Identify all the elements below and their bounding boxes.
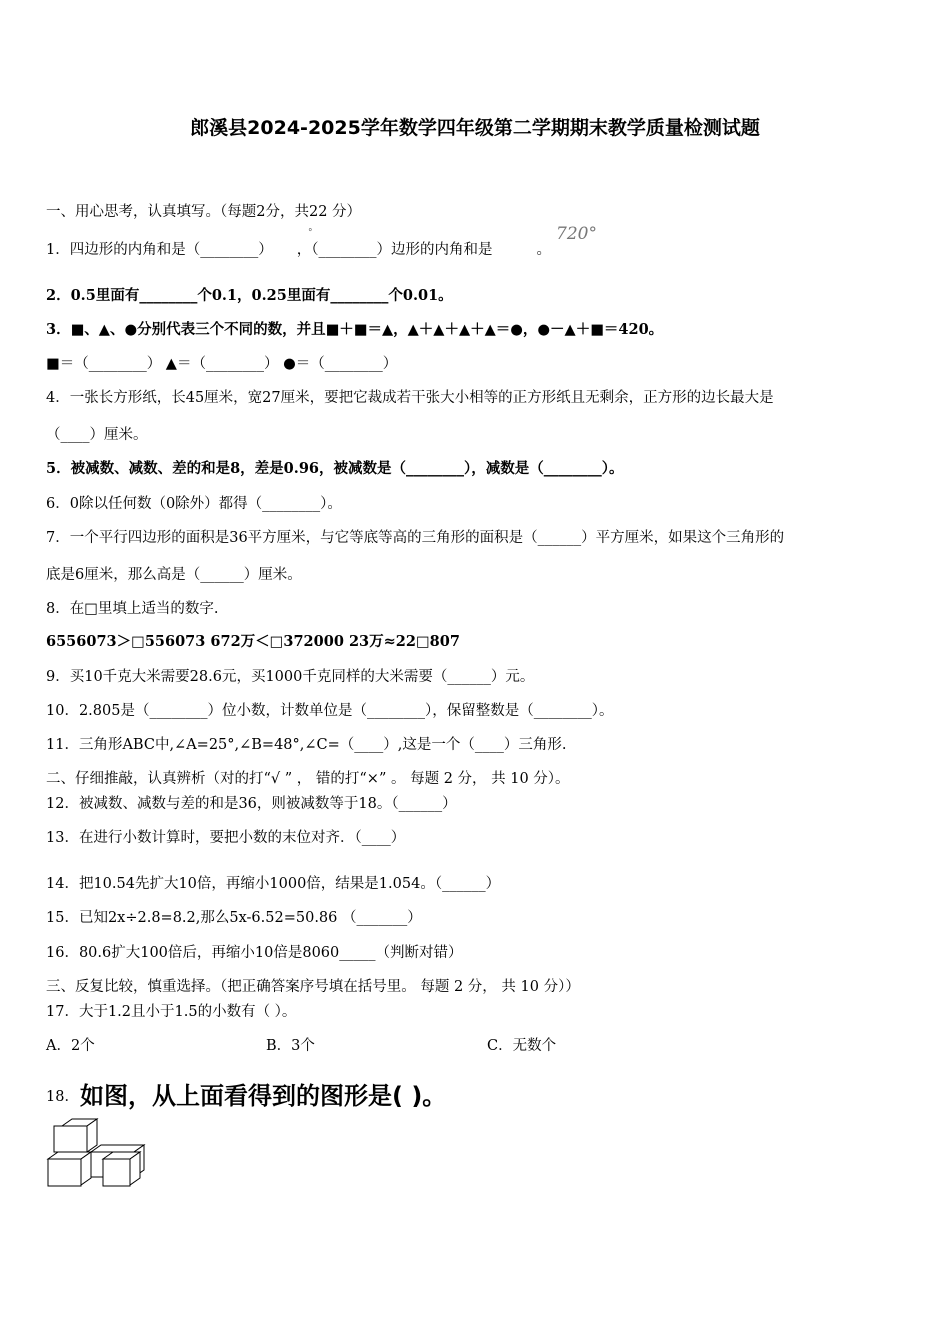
question-2: 2．0.5里面有________个0.1，0.25里面有________个0.01。 <box>46 287 453 304</box>
cube-front-face-lower-right <box>103 1159 130 1186</box>
option-a: A．2个 <box>46 1038 95 1054</box>
question-7-line-2: 底是6厘米，那么高是（______）厘米。 <box>46 567 302 583</box>
page-title: 郎溪县2024-2025学年数学四年级第二学期期末教学质量检测试题 <box>190 117 760 139</box>
question-8-items: 6556073＞□556073 672万＜□372000 23万≈22□807 <box>46 633 460 650</box>
section-2-heading: 二、仔细推敲，认真辨析（对的打“√ ” ， 错的打“×” 。 每题 2 分， 共 10 分）。 <box>46 771 570 787</box>
question-3-blanks: ■＝（________） ▲＝（________） ●＝（________） <box>46 356 398 372</box>
question-1-part-a: 1．四边形的内角和是（________） <box>46 242 273 258</box>
question-1-end: 。 <box>536 242 551 258</box>
question-14: 14．把10.54先扩大10倍，再缩小1000倍，结果是1.054。（______） <box>46 876 501 892</box>
cube-front-face-lower-left <box>48 1159 81 1186</box>
question-15: 15．已知2x÷2.8=8.2,那么5x-6.52=50.86 （_______） <box>46 910 422 926</box>
option-c: C．无数个 <box>487 1038 557 1054</box>
section-1-heading: 一、用心思考，认真填写。（每题2分，共22 分） <box>46 204 362 220</box>
question-6: 6．0除以任何数（0除外）都得（________）。 <box>46 496 342 512</box>
degree-value-720: 720° <box>556 224 597 244</box>
degree-mark-small: ° <box>308 228 313 238</box>
question-4-line-1: 4．一张长方形纸，长45厘米，宽27厘米，要把它裁成若干张大小相等的正方形纸且无剩余，正方形的边长最大是 <box>46 390 774 406</box>
question-10: 10．2.805是（________）位小数，计数单位是（________），保留整数是（________）。 <box>46 703 614 719</box>
question-1-part-b: ，（________）边形的内角和是 <box>296 242 493 258</box>
question-18-text: 如图，从上面看得到的图形是( )。 <box>80 1082 447 1110</box>
question-1 <box>46 240 551 260</box>
question-5: 5．被减数、减数、差的和是8，差是0.96，被减数是（________），减数是（________）。 <box>46 460 624 477</box>
section-3-heading: 三、反复比较，慎重选择。（把正确答案序号填在括号里。 每题 2 分， 共 10 分）） <box>46 979 580 995</box>
question-9: 9．买10千克大米需要28.6元，买1000千克同样的大米需要（______）元。 <box>46 669 535 685</box>
question-8-text: 8．在□里填上适当的数字. <box>46 601 219 617</box>
question-3-text: 3．■、▲、●分别代表三个不同的数，并且■＋■＝▲，▲＋▲＋▲＋▲＝●，●－▲＋■＝420。 <box>46 321 664 338</box>
question-17: 17．大于1.2且小于1.5的小数有（ ）。 <box>46 1004 297 1020</box>
question-16: 16．80.6扩大100倍后，再缩小10倍是8060_____（判断对错） <box>46 945 463 961</box>
question-13: 13．在进行小数计算时，要把小数的末位对齐．（____） <box>46 830 406 846</box>
option-b: B．3个 <box>266 1038 315 1054</box>
question-18-number: 18． <box>46 1089 79 1105</box>
question-12: 12．被减数、减数与差的和是36，则被减数等于18。（______） <box>46 796 457 812</box>
question-4-line-2: （____）厘米。 <box>46 427 148 443</box>
question-7-line-1: 7．一个平行四边形的面积是36平方厘米，与它等底等高的三角形的面积是（______）平方厘米，如果这个三角形的 <box>46 530 785 546</box>
cube-front-face-upper <box>54 1126 87 1152</box>
cube-stack-figure <box>44 1118 148 1190</box>
question-11: 11．三角形ABC中,∠A=25°,∠B=48°,∠C=（____）,这是一个（____）三角形. <box>46 737 567 753</box>
